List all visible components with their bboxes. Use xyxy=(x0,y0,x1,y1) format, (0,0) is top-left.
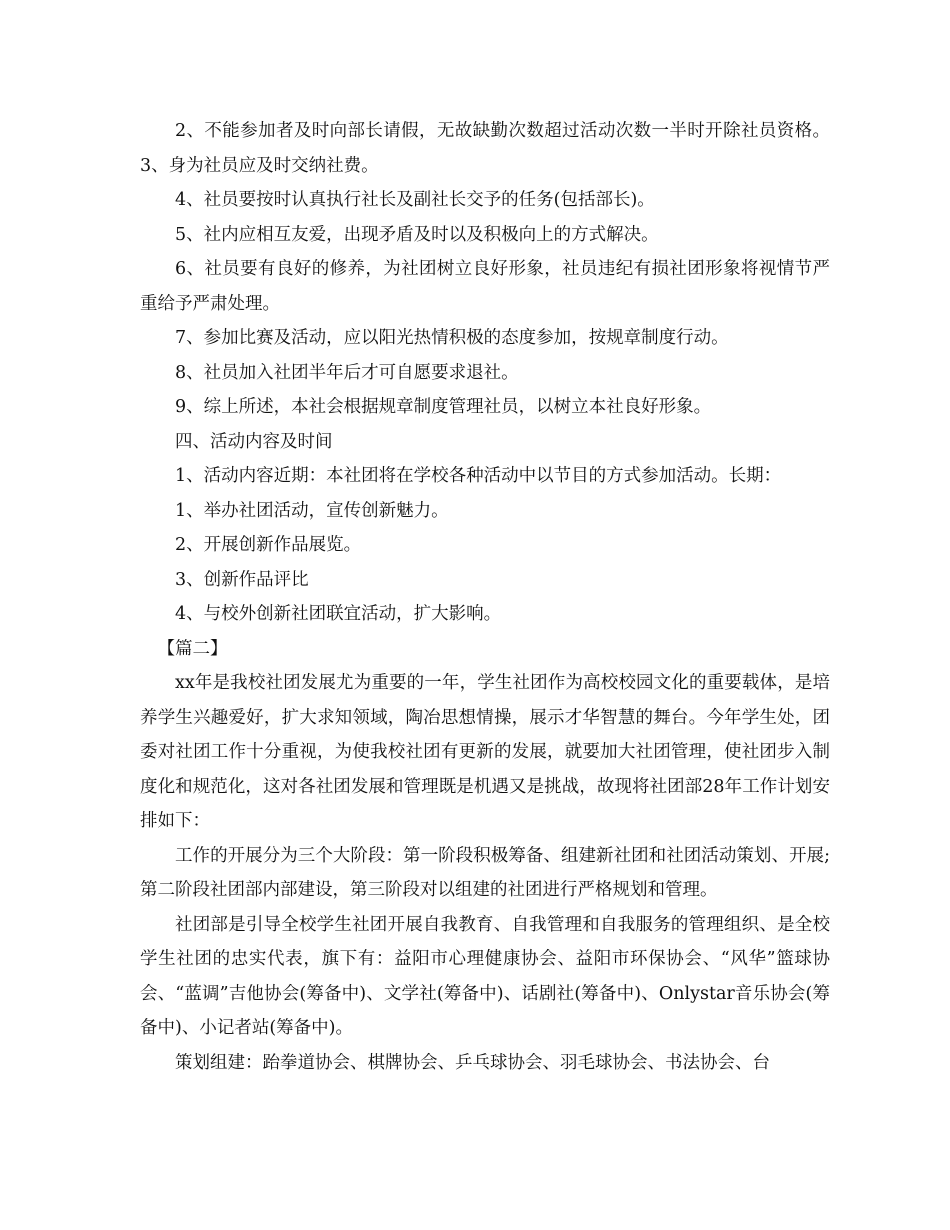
list-item-activity-3: 3、创新作品评比 xyxy=(175,569,309,590)
list-item-activity-4: 4、与校外创新社团联宜活动，扩大影响。 xyxy=(175,604,502,624)
paragraph-rule-9: 9、综上所述，本社会根据规章制度管理社员，以树立本社良好形象。 xyxy=(175,397,712,417)
paragraph-rule-5: 5、社内应相互友爱，出现矛盾及时以及积极向上的方式解决。 xyxy=(175,224,659,245)
paragraph-rule-2: 2、不能参加者及时向部长请假，无故缺勤次数超过活动次数一半时开除社员资格。3、身为社员应及时交纳社费。 xyxy=(140,121,830,176)
paragraph-stages: 工作的开展分为三个大阶段：第一阶段积极筹备、组建新社团和社团活动策划、开展;第二阶段社团部内部建设，第三阶段对以组建的社团进行严格规划和管理。 xyxy=(140,845,830,900)
paragraph-rule-8: 8、社员加入社团半年后才可自愿要求退社。 xyxy=(175,362,519,383)
paragraph-planned-clubs: 策划组建：跆拳道协会、棋牌协会、乒乓球协会、羽毛球协会、书法协会、台 xyxy=(175,1052,770,1073)
paragraph-club-department: 社团部是引导全校学生社团开展自我教育、自我管理和自我服务的管理组织、是全校学生社团的忠实代表，旗下有：益阳市心理健康协会、益阳市环保协会、“风华”篮球协会、“蓝调”吉他协会(筹备中)、文学社(筹备中)、话剧社(筹备中)、Onlystar音乐协会(筹备中)、小记者站(筹备中)。 xyxy=(140,914,830,1038)
list-item-activity-1: 1、举办社团活动，宣传创新魅力。 xyxy=(175,500,449,521)
paragraph-rule-4: 4、社员要按时认真执行社长及副社长交予的任务(包括部长)。 xyxy=(175,190,655,210)
section-heading-activities: 四、活动内容及时间 xyxy=(175,431,333,452)
list-item-activity-2: 2、开展创新作品展览。 xyxy=(175,535,362,555)
paragraph-rule-6: 6、社员要有良好的修养，为社团树立良好形象，社员违纪有损社团形象将视情节严重给予严肃处理。 xyxy=(140,259,830,314)
paragraph-rule-7: 7、参加比赛及活动，应以阳光热情积极的态度参加，按规章制度行动。 xyxy=(175,328,729,348)
paragraph-intro: xx年是我校社团发展尤为重要的一年，学生社团作为高校校园文化的重要载体，是培养学生兴趣爱好，扩大求知领域，陶冶思想情操，展示才华智慧的舞台。今年学生处，团委对社团工作十分重视，为使我校社团有更新的发展，就要加大社团管理，使社团步入制度化和规范化，这对各社团发展和管理既是机遇又是挑战，故现将社团部28年工作计划安排如下： xyxy=(140,673,830,831)
section-heading-part-two: 【篇二】 xyxy=(157,638,228,659)
paragraph-activity-content: 1、活动内容近期：本社团将在学校各种活动中以节目的方式参加活动。长期： xyxy=(175,466,782,486)
document-body xyxy=(140,114,830,1080)
